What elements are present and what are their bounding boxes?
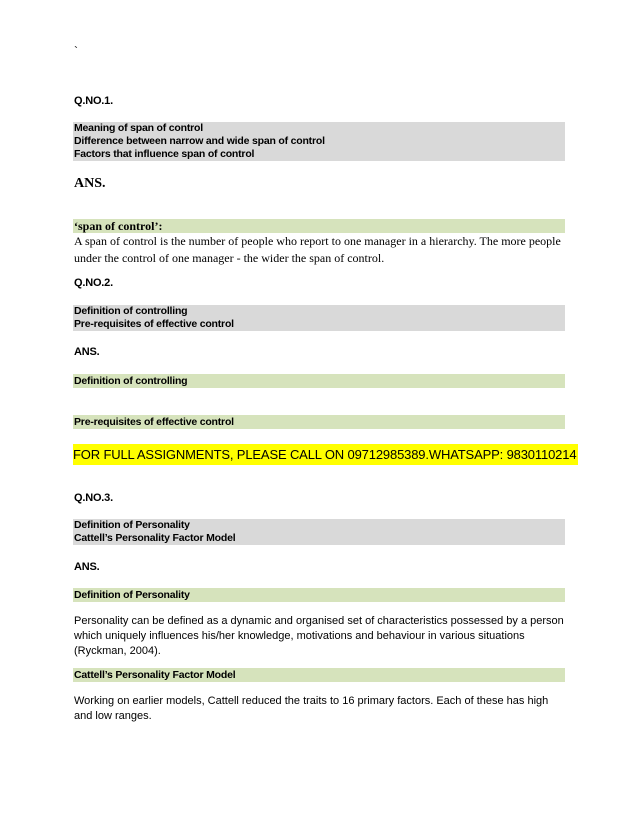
q2-topic: Definition of controlling (73, 305, 565, 318)
q2-answer-heading-1: Definition of controlling (73, 374, 565, 388)
q3-ans-label: ANS. (74, 561, 100, 573)
q1-answer-text: A span of control is the number of people who report to one manager in a hierarchy. The more people under the control of one manager - the wider the span of control. (74, 234, 561, 265)
q2-label: Q.NO.2. (74, 277, 113, 289)
q2-topic: Pre-requisites of effective control (73, 318, 565, 331)
q3-answer-heading-1: Definition of Personality (73, 588, 565, 602)
q1-ans-label: ANS. (74, 176, 106, 191)
q3-topic: Cattell’s Personality Factor Model (73, 532, 565, 545)
q3-label: Q.NO.3. (74, 492, 113, 504)
q2-answer-heading-2: Pre-requisites of effective control (73, 415, 565, 429)
q3-topic: Definition of Personality (73, 519, 565, 532)
q3-answer-text-2: Working on earlier models, Cattell reduced the traits to 16 primary factors. Each of these has high and low ranges. (74, 695, 549, 722)
q1-topic: Factors that influence span of control (73, 148, 565, 161)
q1-answer-heading: ‘span of control’: (73, 219, 565, 233)
q2-ans-label: ANS. (74, 346, 100, 358)
q3-answer-text-1: Personality can be defined as a dynamic and organised set of characteristics possessed by a person which uniquely influences his/her knowledge, motivations and behaviour in various situations (Ryckman, 2004). (74, 615, 564, 657)
q1-topic: Meaning of span of control (73, 122, 565, 135)
q3-answer-heading-2: Cattell’s Personality Factor Model (73, 668, 565, 682)
q1-topic: Difference between narrow and wide span of control (73, 135, 565, 148)
stray-mark: ` (74, 44, 78, 58)
q1-label: Q.NO.1. (74, 95, 113, 107)
promo-banner: FOR FULL ASSIGNMENTS, PLEASE CALL ON 09712985389.WHATSAPP: 9830110214 (73, 444, 578, 465)
